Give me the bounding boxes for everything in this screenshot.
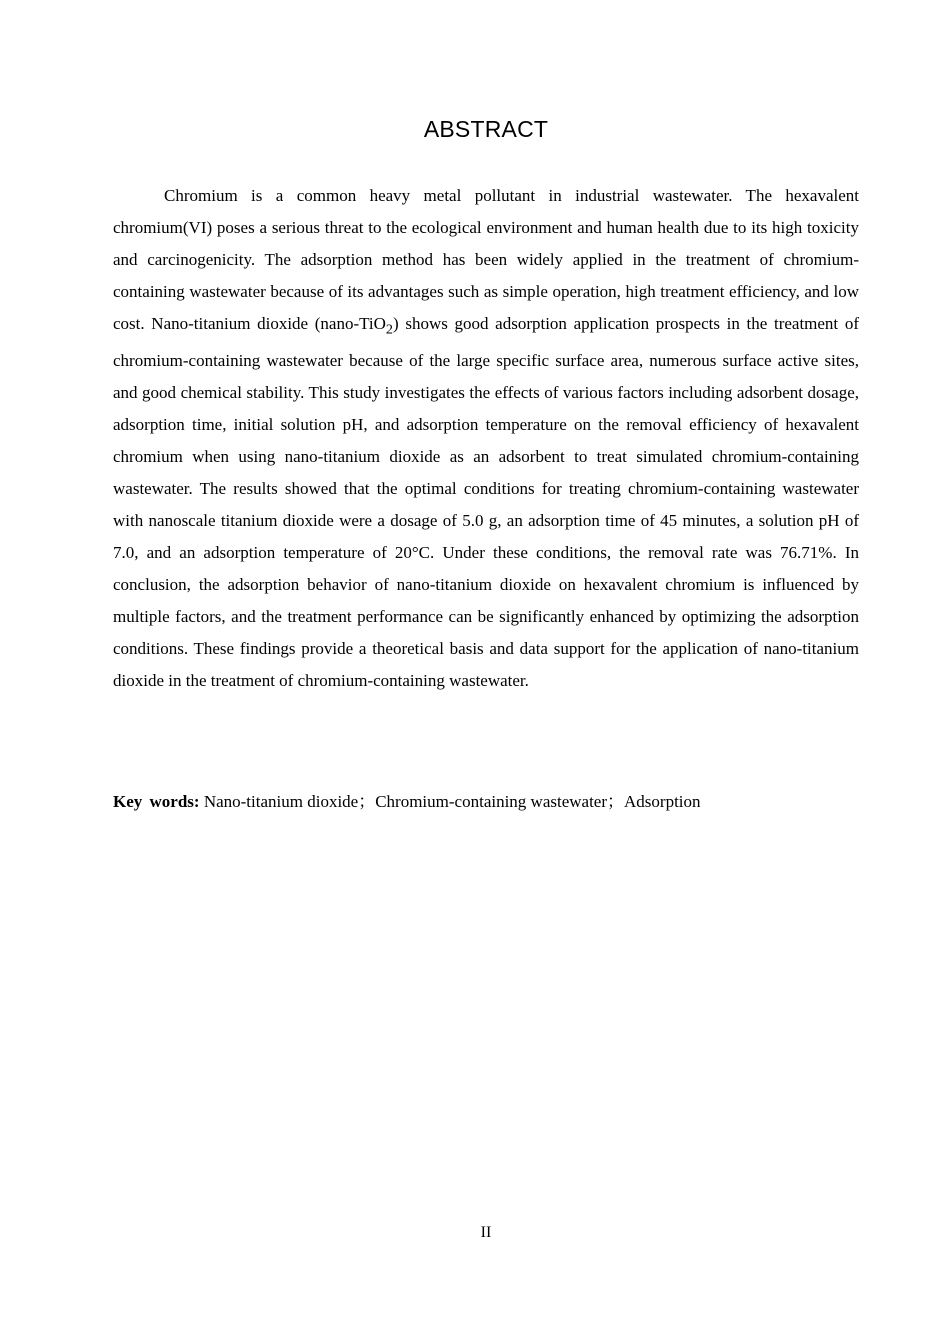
keywords-line xyxy=(113,786,859,818)
page-number: II xyxy=(480,1224,492,1241)
abstract-subscript: 2 xyxy=(385,321,393,338)
keywords-label: Key words: xyxy=(113,792,200,811)
abstract-text-part-2: ) shows good adsorption application prospects in the treatment of chromium-containing wastewater because of the large specific surface area, numerous surface active sites, and good chemical stability. This study investigates the effects of various factors including adsorbent dosage, adsorption time, initial solution pH, and adsorption temperature on the removal efficiency of hexavalent chromium when using nano-titanium dioxide as an adsorbent to treat simulated chromium-containing wastewater. The results showed that the optimal conditions for treating chromium-containing wastewater with nanoscale titanium dioxide were a dosage of 5.0 g, an adsorption time of 45 minutes, a solution pH of 7.0, and an adsorption temperature of 20°C. Under these conditions, the removal rate was 76.71%. In conclusion, the adsorption behavior of nano-titanium dioxide on hexavalent chromium is influenced by multiple factors, and the treatment performance can be significantly enhanced by optimizing the adsorption conditions. These findings provide a theoretical basis and data support for the application of nano-titanium dioxide in the treatment of chromium-containing wastewater. xyxy=(113,314,859,691)
abstract-title: ABSTRACT xyxy=(423,116,549,142)
abstract-paragraph xyxy=(113,180,859,697)
abstract-text-part-1: Chromium is a common heavy metal pollutant in industrial wastewater. The hexavalent chromium(VI) poses a serious threat to the ecological environment and human health due to its high toxicity and carcinogenicity. The adsorption method has been widely applied in the treatment of chromium-containing wastewater because of its advantages such as simple operation, high treatment efficiency, and low cost. Nano-titanium dioxide (nano-TiO xyxy=(113,186,859,333)
keywords-text: Nano-titanium dioxide；Chromium-containing wastewater；Adsorption xyxy=(199,792,701,811)
